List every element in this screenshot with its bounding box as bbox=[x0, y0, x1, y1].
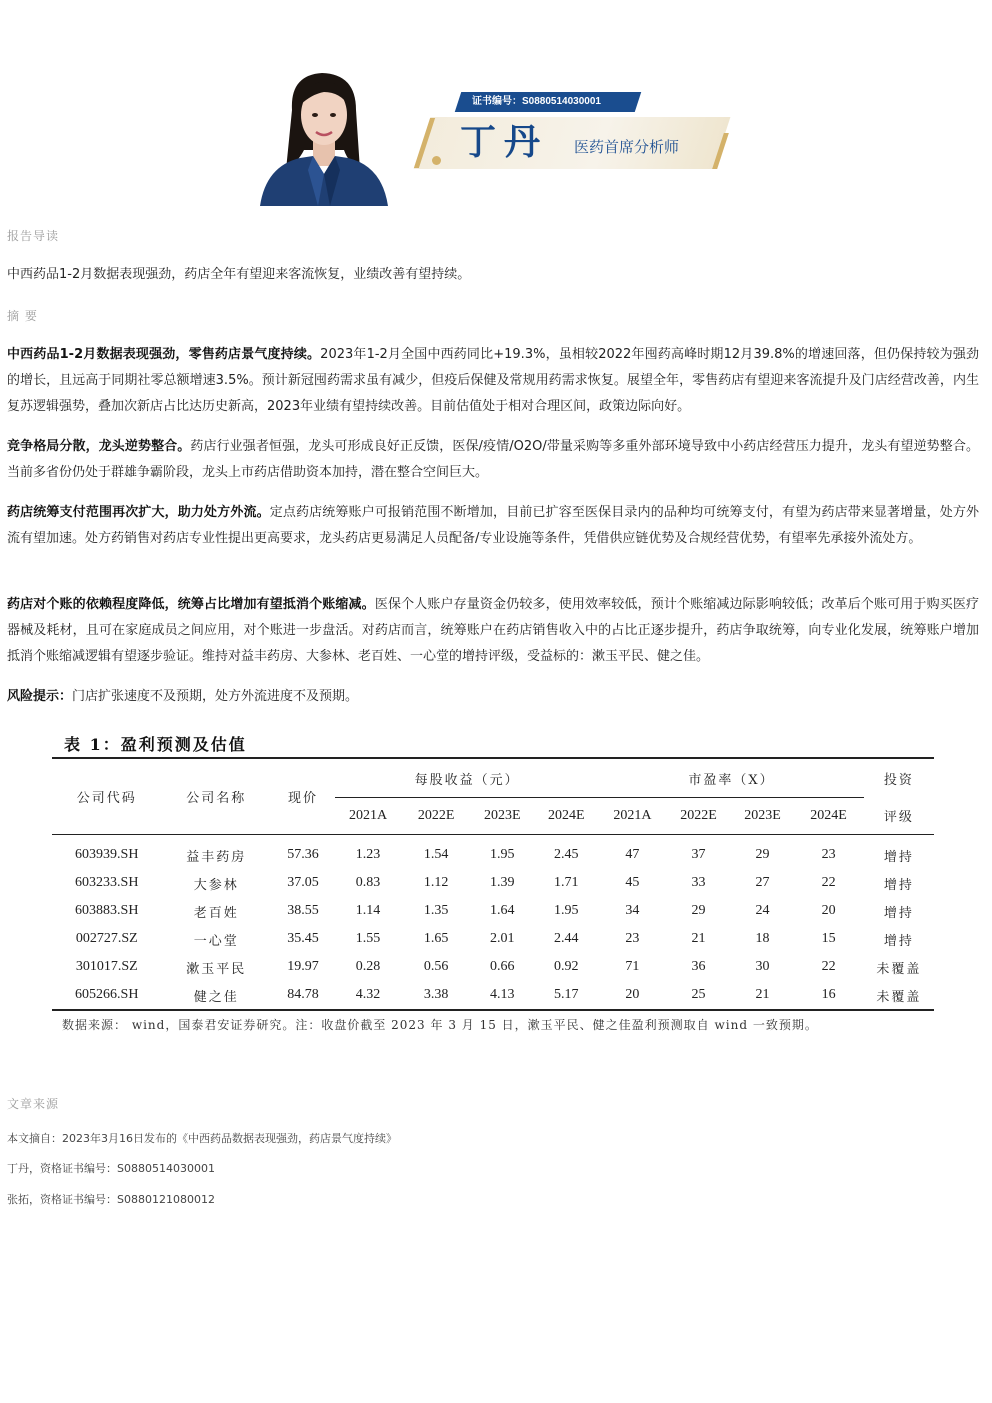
cell-rating: 增持 bbox=[883, 877, 914, 893]
table-title: 表 1：盈利预测及估值 bbox=[64, 735, 247, 754]
cell-eps: 5.17 bbox=[533, 981, 599, 1010]
source-label: 文章来源 bbox=[7, 1097, 60, 1111]
cell-name: 漱玉平民 bbox=[186, 961, 247, 977]
cell-pe: 34 bbox=[625, 903, 640, 918]
forecast-table bbox=[52, 757, 934, 1011]
cell-pe: 23 bbox=[821, 847, 836, 862]
risk-warning-lead: 风险提示： bbox=[7, 689, 73, 704]
cell-code: 603233.SH bbox=[75, 875, 139, 890]
cell-price: 38.55 bbox=[287, 903, 319, 918]
col-header-pe-year: 2022E bbox=[665, 798, 731, 835]
summary-paragraph bbox=[7, 342, 979, 420]
cell-eps: 1.12 bbox=[423, 875, 449, 890]
cell-code: 301017.SZ bbox=[75, 959, 138, 974]
cell-price: 35.45 bbox=[287, 931, 319, 946]
cell-pe: 36 bbox=[691, 959, 706, 974]
cell-eps: 1.95 bbox=[490, 847, 515, 862]
summary-paragraph-lead: 中西药品1-2月数据表现强劲，零售药店景气度持续。 bbox=[7, 347, 321, 362]
cell-pe: 21 bbox=[732, 981, 794, 1010]
table-row bbox=[52, 841, 934, 869]
cell-rating: 增持 bbox=[883, 905, 914, 921]
summary-paragraph-body: 定点药店统筹账户可报销范围不断增加，目前已扩容至医保目录内的品种均可统筹支付，有望为药店带来显著增量，处方外流有望加速。处方药销售对药店专业性提出更高要求，龙头药店更易满足人员配备/专业设施等条件，凭借供应链优势及合规经营优势，有望率先承接外流处方。 bbox=[7, 505, 979, 546]
analyst-banner bbox=[252, 70, 732, 208]
cell-code: 605266.SH bbox=[52, 981, 161, 1010]
col-header-rating-line2: 评级 bbox=[864, 798, 934, 835]
cell-pe: 20 bbox=[599, 981, 665, 1010]
col-header-eps-year: 2024E bbox=[533, 798, 599, 835]
cell-eps: 1.54 bbox=[423, 847, 449, 862]
col-group-eps: 每股收益（元） bbox=[335, 758, 599, 798]
cell-pe: 20 bbox=[821, 903, 836, 918]
analyst-name: 丁丹 bbox=[460, 121, 549, 163]
cell-eps: 1.71 bbox=[554, 875, 579, 890]
col-header-pe-year: 2021A bbox=[599, 798, 665, 835]
cell-pe: 18 bbox=[755, 931, 770, 946]
cell-eps: 2.45 bbox=[554, 847, 579, 862]
cell-pe: 29 bbox=[691, 903, 706, 918]
cell-name: 一心堂 bbox=[193, 933, 239, 949]
table-row bbox=[52, 925, 934, 953]
summary-paragraph bbox=[7, 434, 979, 486]
col-header-eps-year: 2021A bbox=[335, 798, 401, 835]
plate-dot bbox=[432, 156, 441, 165]
col-header-code: 公司代码 bbox=[52, 758, 161, 835]
cell-eps: 1.64 bbox=[490, 903, 515, 918]
col-header-eps-year: 2022E bbox=[401, 798, 471, 835]
report-intro-text: 中西药品1-2月数据表现强劲，药店全年有望迎来客流恢复，业绩改善有望持续。 bbox=[7, 267, 471, 282]
cell-pe: 22 bbox=[821, 875, 836, 890]
cell-pe: 33 bbox=[691, 875, 706, 890]
cell-eps: 0.83 bbox=[355, 875, 381, 890]
certificate-number: 证书编号：S0880514030001 bbox=[472, 96, 601, 107]
cell-name: 大参林 bbox=[193, 877, 239, 893]
cell-pe: 30 bbox=[755, 959, 770, 974]
col-group-pe: 市盈率（X） bbox=[599, 758, 863, 798]
cell-pe: 16 bbox=[793, 981, 863, 1010]
cell-eps: 0.28 bbox=[355, 959, 381, 974]
cell-eps: 1.14 bbox=[355, 903, 381, 918]
col-header-eps-year: 2023E bbox=[471, 798, 533, 835]
cell-pe: 15 bbox=[821, 931, 836, 946]
cell-pe: 37 bbox=[691, 847, 706, 862]
source-line: 本文摘自：2023年3月16日发布的《中西药品数据表现强劲，药店景气度持续》 bbox=[7, 1132, 397, 1145]
summary-label: 摘 要 bbox=[7, 309, 38, 323]
analyst-role: 医药首席分析师 bbox=[574, 138, 680, 156]
cell-eps: 1.39 bbox=[490, 875, 515, 890]
table-row bbox=[52, 869, 934, 897]
cell-pe: 27 bbox=[755, 875, 770, 890]
cell-pe: 47 bbox=[625, 847, 640, 862]
table-row bbox=[52, 981, 934, 1010]
col-header-name: 公司名称 bbox=[161, 758, 270, 835]
col-header-pe-year: 2023E bbox=[732, 798, 794, 835]
cell-pe: 22 bbox=[821, 959, 836, 974]
table-row bbox=[52, 953, 934, 981]
summary-paragraph-body: 2023年1-2月全国中西药同比+19.3%，虽相较2022年囤药高峰时期12月39.8%的增速回落，但仍保持较为强劲的增长，且远高于同期社零总额增速3.5%。预计新冠囤药需求虽有减少，但疫后保健及常规用药需求恢复。展望全年，零售药店有望迎来客流提升及门店经营改善，内生复苏逻辑强势，叠加次新店占比达历史新高，2023年业绩有望持续改善。目前估值处于相对合理区间，政策边际向好。 bbox=[7, 347, 979, 414]
summary-paragraph-body: 医保个人账户存量资金仍较多，使用效率较低，预计个账缩减边际影响较低；改革后个账可用于购买医疗器械及耗材，且可在家庭成员之间应用，对个账进一步盘活。对药店而言，统筹账户在药店销售收入中的占比正逐步提升，药店争取统筹，向专业化发展，统筹账户增加抵消个账缩减逻辑有望逐步验证。维持对益丰药房、大参林、老百姓、一心堂的增持评级，受益标的：漱玉平民、健之佳。 bbox=[7, 597, 979, 664]
cell-eps: 2.44 bbox=[554, 931, 579, 946]
cell-price: 37.05 bbox=[287, 875, 319, 890]
source-line: 张拓，资格证书编号：S0880121080012 bbox=[7, 1193, 215, 1206]
summary-paragraph bbox=[7, 500, 979, 552]
cell-rating: 增持 bbox=[883, 933, 914, 949]
cell-eps: 2.01 bbox=[490, 931, 515, 946]
col-header-pe-year: 2024E bbox=[793, 798, 863, 835]
cell-eps: 4.13 bbox=[471, 981, 533, 1010]
table-source-note: 数据来源： wind，国泰君安证券研究。注：收盘价截至 2023 年 3 月 15 日，漱玉平民、健之佳盈利预测取自 wind 一致预期。 bbox=[62, 1018, 818, 1032]
cell-pe: 21 bbox=[691, 931, 706, 946]
source-line: 丁丹，资格证书编号：S0880514030001 bbox=[7, 1162, 215, 1175]
risk-warning-body: 门店扩张速度不及预期，处方外流进度不及预期。 bbox=[72, 689, 359, 704]
summary-paragraph-lead: 药店对个账的依赖程度降低，统筹占比增加有望抵消个账缩减。 bbox=[7, 597, 375, 612]
col-header-rating-line1: 投资 bbox=[864, 758, 934, 798]
summary-paragraph-lead: 药店统筹支付范围再次扩大，助力处方外流。 bbox=[7, 505, 270, 520]
cell-pe: 25 bbox=[665, 981, 731, 1010]
cell-rating: 增持 bbox=[883, 849, 914, 865]
cell-code: 603883.SH bbox=[75, 903, 139, 918]
cell-pe: 23 bbox=[625, 931, 640, 946]
table-row bbox=[52, 897, 934, 925]
report-intro-label: 报告导读 bbox=[7, 229, 60, 243]
cell-rating: 未覆盖 bbox=[864, 981, 934, 1010]
cell-eps: 4.32 bbox=[335, 981, 401, 1010]
cell-price: 19.97 bbox=[287, 959, 319, 974]
cell-eps: 1.65 bbox=[423, 931, 449, 946]
cell-name: 健之佳 bbox=[161, 981, 270, 1010]
summary-paragraph-lead: 竞争格局分散，龙头逆势整合。 bbox=[7, 439, 191, 454]
cell-eps: 1.23 bbox=[355, 847, 381, 862]
cell-eps: 0.66 bbox=[490, 959, 515, 974]
cell-pe: 24 bbox=[755, 903, 770, 918]
cell-eps: 0.92 bbox=[554, 959, 579, 974]
cell-code: 603939.SH bbox=[75, 847, 139, 862]
cell-price: 57.36 bbox=[287, 847, 319, 862]
cell-eps: 1.55 bbox=[355, 931, 381, 946]
risk-warning bbox=[7, 684, 979, 710]
cell-name: 老百姓 bbox=[193, 905, 239, 921]
cell-eps: 3.38 bbox=[401, 981, 471, 1010]
cell-pe: 45 bbox=[625, 875, 640, 890]
analyst-photo bbox=[252, 70, 394, 206]
cell-name: 益丰药房 bbox=[186, 849, 247, 865]
cell-price: 84.78 bbox=[271, 981, 335, 1010]
forecast-table-block bbox=[52, 733, 934, 1038]
summary-paragraph-body: 药店行业强者恒强，龙头可形成良好正反馈，医保/疫情/O2O/带量采购等多重外部环境导致中小药店经营压力提升，龙头有望逆势整合。当前多省份仍处于群雄争霸阶段，龙头上市药店借助资本加持，潜在整合空间巨大。 bbox=[7, 439, 979, 480]
cell-eps: 1.95 bbox=[554, 903, 579, 918]
summary-paragraph bbox=[7, 592, 979, 670]
col-header-price: 现价 bbox=[271, 758, 335, 835]
cell-code: 002727.SZ bbox=[75, 931, 138, 946]
cell-eps: 0.56 bbox=[423, 959, 449, 974]
cell-pe: 29 bbox=[755, 847, 770, 862]
cell-pe: 71 bbox=[625, 959, 640, 974]
certificate-badge bbox=[455, 92, 641, 112]
cell-eps: 1.35 bbox=[423, 903, 449, 918]
cell-rating: 未覆盖 bbox=[876, 961, 922, 977]
